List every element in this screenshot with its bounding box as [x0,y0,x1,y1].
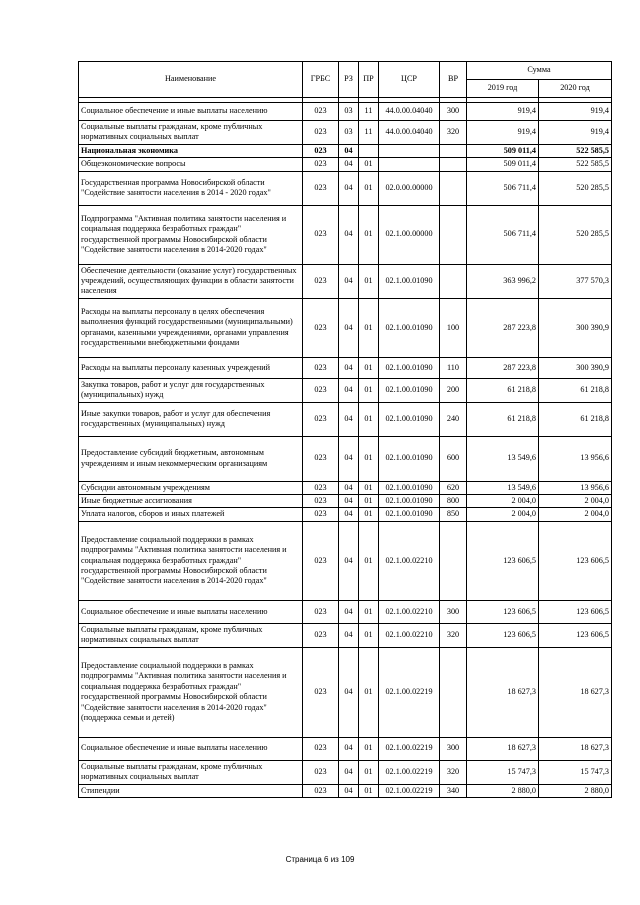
header-grbs: ГРБС [303,62,339,98]
row-csr-cell: 02.1.00.02210 [379,521,440,600]
table-row [79,760,612,784]
table-row [79,378,612,402]
table-row [79,508,612,521]
row-csr-cell: 02.1.00.01090 [379,436,440,481]
row-grbs-cell: 023 [303,103,339,121]
row-grbs-cell: 023 [303,481,339,494]
header-pr: ПР [359,62,379,98]
header-rz: РЗ [339,62,359,98]
row-csr-cell: 02.1.00.01090 [379,298,440,357]
row-grbs-cell: 023 [303,205,339,264]
header-year-2020: 2020 год [539,80,612,98]
table-row [79,436,612,481]
row-csr-cell: 02.1.00.01090 [379,378,440,402]
row-vr-cell [440,144,467,157]
row-pr-cell: 01 [359,171,379,205]
row-vr-cell: 320 [440,760,467,784]
row-name-cell: Стипендии [79,784,303,797]
row-rz-cell: 04 [339,264,359,298]
row-vr-cell [440,205,467,264]
row-name-cell: Иные закупки товаров, работ и услуг для обеспечения государственных (муниципальных) нужд [79,402,303,436]
row-name-cell: Иные бюджетные ассигнования [79,495,303,508]
row-vr-cell [440,264,467,298]
row-2020-cell: 15 747,3 [539,760,612,784]
row-pr-cell: 01 [359,378,379,402]
row-grbs-cell: 023 [303,171,339,205]
row-name-cell: Закупка товаров, работ и услуг для государственных (муниципальных) нужд [79,378,303,402]
row-rz-cell: 04 [339,521,359,600]
table-row [79,144,612,157]
row-grbs-cell: 023 [303,737,339,760]
row-name-cell: Предоставление социальной поддержки в рамках подпрограммы "Активная политика занятости населения и социальная поддержка безработных граждан" государственной программы Новосибирской области "Содействие занятости населения в 2014-2020 годах" (поддержка семьи и детей) [79,647,303,737]
table-row [79,205,612,264]
row-rz-cell: 04 [339,508,359,521]
row-2019-cell: 123 606,5 [467,600,539,623]
row-2019-cell: 18 627,3 [467,737,539,760]
row-2020-cell: 13 956,6 [539,481,612,494]
row-2019-cell: 18 627,3 [467,647,539,737]
row-2020-cell: 520 285,5 [539,171,612,205]
row-vr-cell [440,171,467,205]
row-vr-cell: 320 [440,121,467,145]
row-grbs-cell: 023 [303,121,339,145]
row-grbs-cell: 023 [303,158,339,171]
row-2020-cell: 520 285,5 [539,205,612,264]
row-pr-cell: 01 [359,623,379,647]
row-rz-cell: 04 [339,495,359,508]
header-vr: ВР [440,62,467,98]
row-2019-cell: 287 223,8 [467,357,539,378]
row-2019-cell: 123 606,5 [467,623,539,647]
row-2020-cell: 123 606,5 [539,521,612,600]
table-row [79,357,612,378]
row-2020-cell: 61 218,8 [539,378,612,402]
table-row [79,402,612,436]
row-2020-cell: 18 627,3 [539,737,612,760]
row-2019-cell: 919,4 [467,121,539,145]
row-name-cell: Социальное обеспечение и иные выплаты населению [79,103,303,121]
row-name-cell: Предоставление социальной поддержки в рамках подпрограммы "Активная политика занятости населения и социальная поддержка безработных граждан" государственной программы Новосибирской области "Содействие занятости населения в 2014-2020 годах" [79,521,303,600]
row-csr-cell: 02.0.00.00000 [379,171,440,205]
row-csr-cell: 02.1.00.02219 [379,737,440,760]
header-sum: Сумма [467,62,612,80]
row-grbs-cell: 023 [303,760,339,784]
row-csr-cell: 44.0.00.04040 [379,103,440,121]
row-2020-cell: 61 218,8 [539,402,612,436]
row-csr-cell: 02.1.00.02210 [379,623,440,647]
row-rz-cell: 04 [339,402,359,436]
row-rz-cell: 04 [339,298,359,357]
row-2020-cell: 522 585,5 [539,158,612,171]
row-grbs-cell: 023 [303,600,339,623]
table-row [79,481,612,494]
row-vr-cell: 300 [440,600,467,623]
row-rz-cell: 04 [339,481,359,494]
row-2019-cell: 2 004,0 [467,508,539,521]
row-vr-cell: 100 [440,298,467,357]
row-pr-cell: 01 [359,298,379,357]
row-grbs-cell: 023 [303,298,339,357]
table-row [79,623,612,647]
table-row [79,784,612,797]
row-pr-cell: 01 [359,647,379,737]
row-pr-cell: 11 [359,121,379,145]
row-csr-cell: 02.1.00.01090 [379,508,440,521]
row-name-cell: Расходы на выплаты персоналу в целях обеспечения выполнения функций государственными (муниципальными) органами, казенными учреждениями, органами управления государственными внебюджетными фондами [79,298,303,357]
row-pr-cell: 01 [359,481,379,494]
row-name-cell: Государственная программа Новосибирской области "Содействие занятости населения в 2014 - 2020 годах" [79,171,303,205]
row-2020-cell: 13 956,6 [539,436,612,481]
row-rz-cell: 04 [339,760,359,784]
row-rz-cell: 04 [339,647,359,737]
row-pr-cell: 01 [359,402,379,436]
row-2019-cell: 506 711,4 [467,171,539,205]
table-row [79,121,612,145]
row-rz-cell: 04 [339,436,359,481]
row-name-cell: Предоставление субсидий бюджетным, автономным учреждениям и иным некоммерческим организациям [79,436,303,481]
row-2019-cell: 61 218,8 [467,378,539,402]
row-rz-cell: 04 [339,205,359,264]
row-grbs-cell: 023 [303,402,339,436]
row-rz-cell: 04 [339,144,359,157]
row-vr-cell: 200 [440,378,467,402]
row-2019-cell: 123 606,5 [467,521,539,600]
row-csr-cell: 44.0.00.04040 [379,121,440,145]
row-grbs-cell: 023 [303,521,339,600]
row-pr-cell: 01 [359,760,379,784]
row-2020-cell: 123 606,5 [539,623,612,647]
table-row [79,171,612,205]
row-2020-cell: 18 627,3 [539,647,612,737]
row-name-cell: Подпрограмма "Активная политика занятости населения и социальная поддержка безработных граждан" государственной программы Новосибирской области "Содействие занятости населения в 2014-2020 годах" [79,205,303,264]
table-row [79,158,612,171]
row-2019-cell: 506 711,4 [467,205,539,264]
row-rz-cell: 04 [339,784,359,797]
budget-table [78,61,612,798]
row-csr-cell [379,144,440,157]
table-row [79,495,612,508]
table-row [79,647,612,737]
row-name-cell: Расходы на выплаты персоналу казенных учреждений [79,357,303,378]
row-csr-cell: 02.1.00.02219 [379,647,440,737]
header-name: Наименование [79,62,303,98]
row-csr-cell: 02.1.00.01090 [379,402,440,436]
header-csr: ЦСР [379,62,440,98]
row-vr-cell: 620 [440,481,467,494]
table-body [79,103,612,798]
row-2020-cell: 377 570,3 [539,264,612,298]
row-rz-cell: 04 [339,378,359,402]
row-grbs-cell: 023 [303,784,339,797]
row-2019-cell: 2 004,0 [467,495,539,508]
row-csr-cell: 02.1.00.01090 [379,357,440,378]
row-2020-cell: 919,4 [539,121,612,145]
row-pr-cell: 01 [359,495,379,508]
row-csr-cell: 02.1.00.02219 [379,784,440,797]
row-vr-cell [440,647,467,737]
row-csr-cell: 02.1.00.00000 [379,205,440,264]
row-2020-cell: 2 880,0 [539,784,612,797]
row-pr-cell: 01 [359,436,379,481]
row-pr-cell [359,144,379,157]
row-rz-cell: 04 [339,623,359,647]
row-grbs-cell: 023 [303,508,339,521]
row-2020-cell: 919,4 [539,103,612,121]
row-2019-cell: 13 549,6 [467,436,539,481]
row-csr-cell: 02.1.00.02210 [379,600,440,623]
row-grbs-cell: 023 [303,378,339,402]
row-name-cell: Национальная экономика [79,144,303,157]
row-vr-cell [440,158,467,171]
table-row [79,521,612,600]
row-2019-cell: 2 880,0 [467,784,539,797]
row-rz-cell: 03 [339,103,359,121]
header-year-2019: 2019 год [467,80,539,98]
row-csr-cell: 02.1.00.02219 [379,760,440,784]
row-pr-cell: 01 [359,205,379,264]
row-name-cell: Социальные выплаты гражданам, кроме публичных нормативных социальных выплат [79,760,303,784]
row-name-cell: Социальные выплаты гражданам, кроме публичных нормативных социальных выплат [79,623,303,647]
row-name-cell: Социальное обеспечение и иные выплаты населению [79,600,303,623]
row-grbs-cell: 023 [303,647,339,737]
row-name-cell: Социальное обеспечение и иные выплаты населению [79,737,303,760]
row-pr-cell: 01 [359,784,379,797]
row-2019-cell: 15 747,3 [467,760,539,784]
row-vr-cell: 320 [440,623,467,647]
row-csr-cell: 02.1.00.01090 [379,495,440,508]
row-vr-cell: 300 [440,737,467,760]
row-pr-cell: 01 [359,357,379,378]
row-2019-cell: 509 011,4 [467,158,539,171]
row-rz-cell: 04 [339,158,359,171]
row-2020-cell: 123 606,5 [539,600,612,623]
row-csr-cell: 02.1.00.01090 [379,264,440,298]
row-2019-cell: 287 223,8 [467,298,539,357]
row-grbs-cell: 023 [303,495,339,508]
row-vr-cell: 850 [440,508,467,521]
row-pr-cell: 01 [359,158,379,171]
row-rz-cell: 04 [339,357,359,378]
row-vr-cell [440,521,467,600]
row-name-cell: Общеэкономические вопросы [79,158,303,171]
row-2019-cell: 919,4 [467,103,539,121]
row-2020-cell: 2 004,0 [539,508,612,521]
row-rz-cell: 04 [339,600,359,623]
row-csr-cell: 02.1.00.01090 [379,481,440,494]
row-2019-cell: 363 996,2 [467,264,539,298]
row-grbs-cell: 023 [303,264,339,298]
row-pr-cell: 01 [359,521,379,600]
row-2020-cell: 2 004,0 [539,495,612,508]
row-vr-cell: 110 [440,357,467,378]
row-name-cell: Социальные выплаты гражданам, кроме публичных нормативных социальных выплат [79,121,303,145]
table-row [79,264,612,298]
row-vr-cell: 240 [440,402,467,436]
row-pr-cell: 01 [359,508,379,521]
row-2020-cell: 522 585,5 [539,144,612,157]
row-csr-cell [379,158,440,171]
row-vr-cell: 600 [440,436,467,481]
row-2019-cell: 13 549,6 [467,481,539,494]
row-grbs-cell: 023 [303,144,339,157]
row-pr-cell: 11 [359,103,379,121]
row-2020-cell: 300 390,9 [539,357,612,378]
row-vr-cell: 300 [440,103,467,121]
row-pr-cell: 01 [359,600,379,623]
row-vr-cell: 800 [440,495,467,508]
row-2020-cell: 300 390,9 [539,298,612,357]
row-rz-cell: 04 [339,171,359,205]
table-row [79,298,612,357]
page-number: Страница 6 из 109 [285,855,355,864]
row-pr-cell: 01 [359,737,379,760]
row-name-cell: Уплата налогов, сборов и иных платежей [79,508,303,521]
row-vr-cell: 340 [440,784,467,797]
row-rz-cell: 03 [339,121,359,145]
row-2019-cell: 61 218,8 [467,402,539,436]
row-pr-cell: 01 [359,264,379,298]
row-grbs-cell: 023 [303,436,339,481]
row-name-cell: Обеспечение деятельности (оказание услуг) государственных учреждений, осуществляющих функции в области занятости населения [79,264,303,298]
table-row [79,103,612,121]
row-rz-cell: 04 [339,737,359,760]
row-name-cell: Субсидии автономным учреждениям [79,481,303,494]
row-2019-cell: 509 011,4 [467,144,539,157]
row-grbs-cell: 023 [303,623,339,647]
row-grbs-cell: 023 [303,357,339,378]
table-row [79,737,612,760]
table-row [79,600,612,623]
